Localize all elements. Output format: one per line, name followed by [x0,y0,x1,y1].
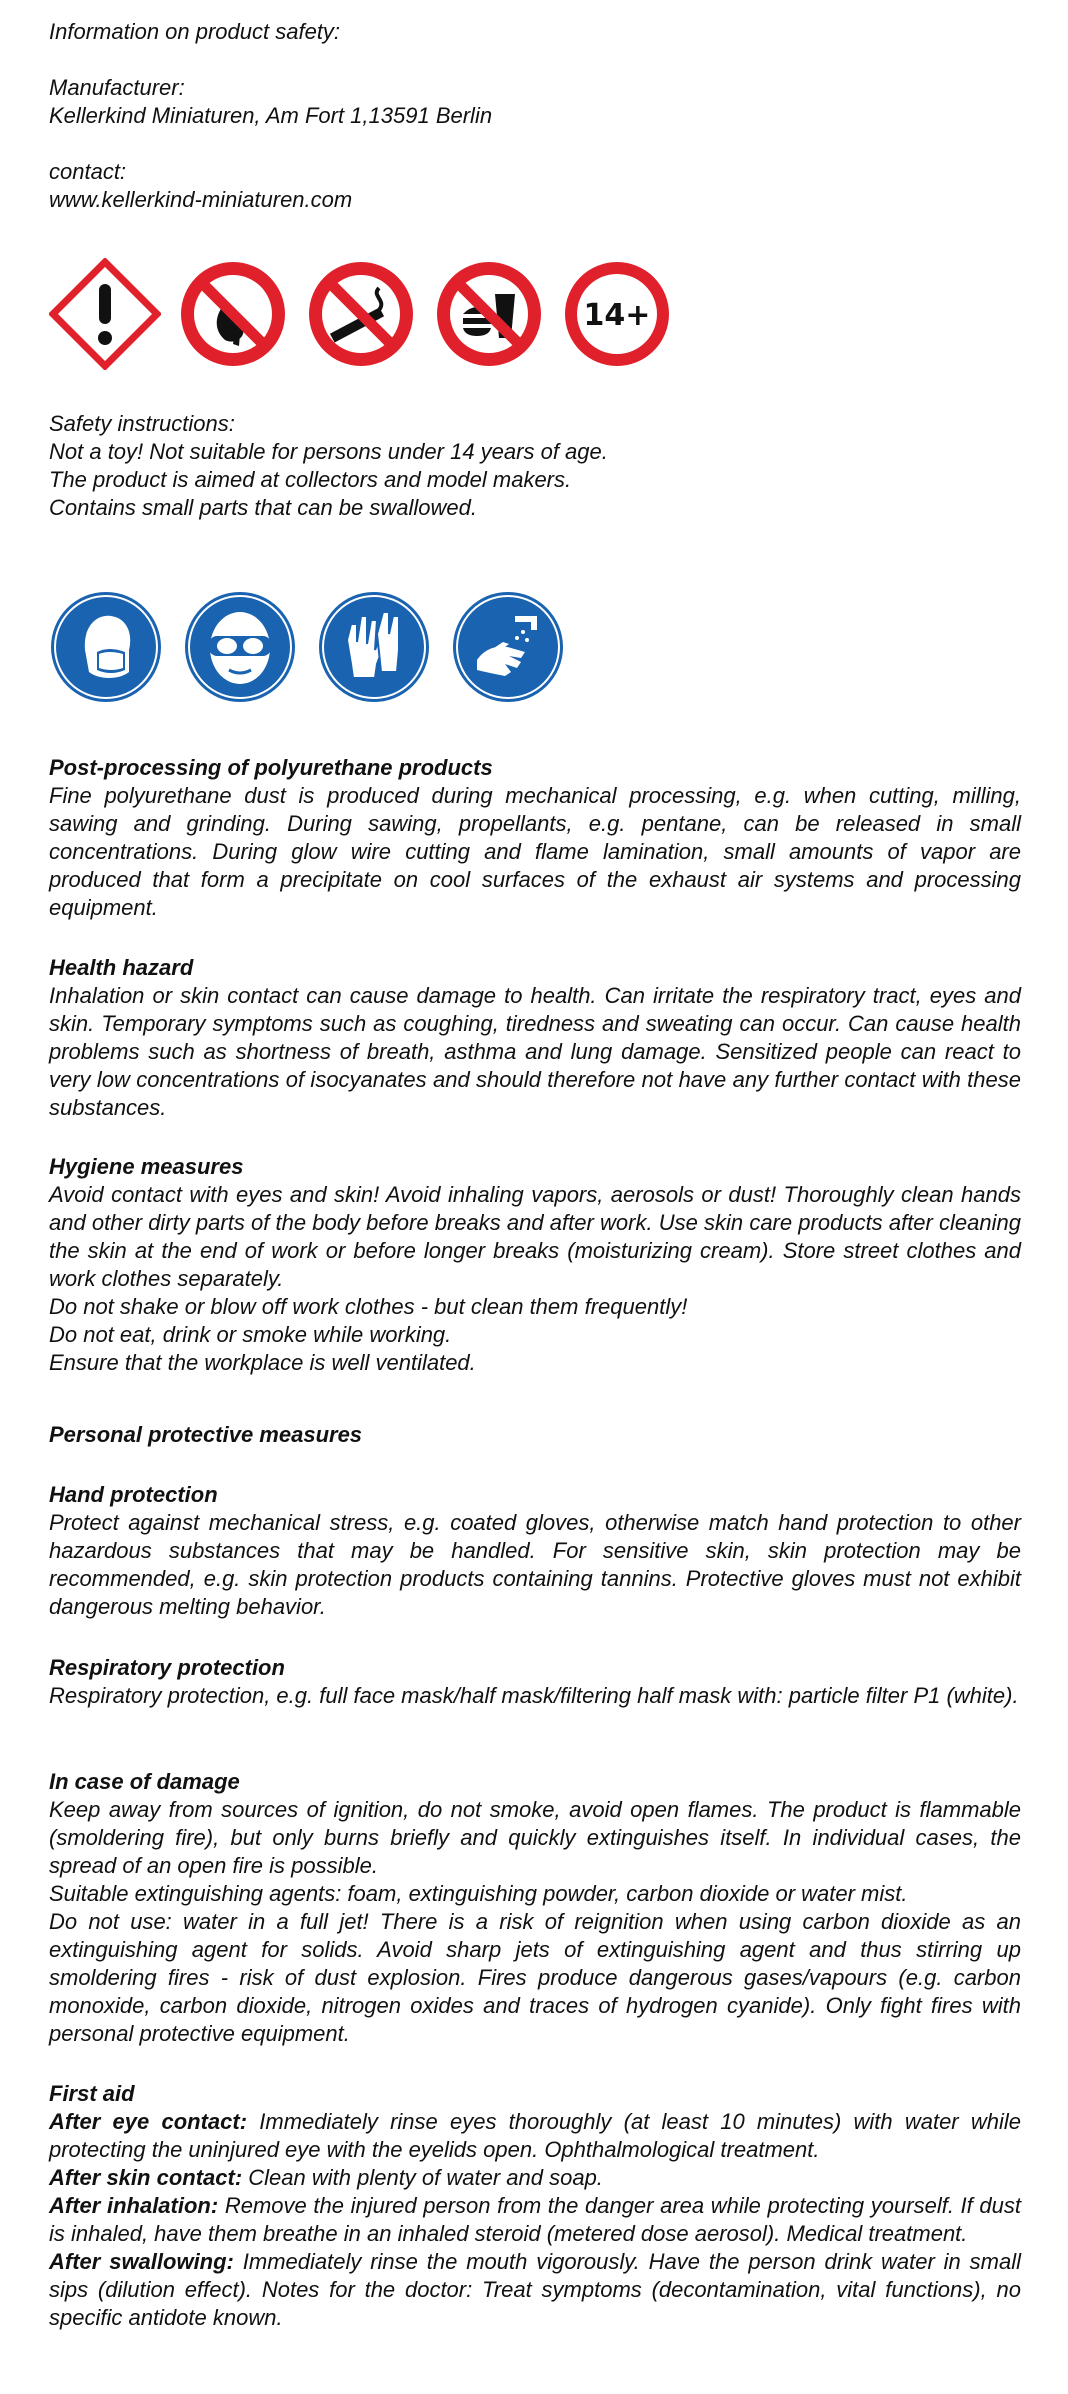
no-eating-drinking-icon [433,258,545,370]
contact-label: contact: [49,159,127,184]
hand-section [49,1481,1021,1621]
hygiene-line: Ensure that the workplace is well ventilated. [49,1350,476,1375]
firstaid-swallowing-text: Immediately rinse the mouth vigorously. Have the person drink water in small sips (dilution effect). Notes for the doctor: Treat symptoms (decontamination, vital functions), no specific antidote known. [49,2249,1022,2330]
age-label: 14+ [583,298,651,333]
hygiene-line: Do not eat, drink or smoke while working. [49,1322,452,1347]
hygiene-title: Hygiene measures [49,1154,244,1179]
firstaid-inhalation [49,2192,1021,2248]
safety-title: Safety instructions: [49,411,235,436]
safety-line: Not a toy! Not suitable for persons under 14 years of age. [49,439,608,464]
postprocessing-section [49,754,1021,922]
postprocessing-title: Post-processing of polyurethane products [49,755,493,780]
manufacturer-value: Kellerkind Miniaturen, Am Fort 1,13591 Berlin [49,103,493,128]
damage-text: Keep away from sources of ignition, do not smoke, avoid open flames. The product is flammable (smoldering fire), but only burns briefly and quickly extinguishes itself. In individual cases, the spread of an open fire is possible. [49,1797,1021,1878]
firstaid-eye-label: After eye contact: [49,2109,248,2134]
respiratory-text: Respiratory protection, e.g. full face mask/half mask/filtering half mask with: particle filter P1 (white). [49,1683,1019,1708]
damage-text: Suitable extinguishing agents: foam, extinguishing powder, carbon dioxide or water mist. [49,1881,908,1906]
safety-line: The product is aimed at collectors and model makers. [49,467,572,492]
health-text: Inhalation or skin contact can cause damage to health. Can irritate the respiratory tract, eyes and skin. Temporary symptoms such as coughing, tiredness and sweating can occur. Can cause health problems such as shortness of breath, asthma and lung damage. Sensitized people can react to very low concentrations of isocyanates and should therefore not have any further contact with these substances. [49,983,1021,1120]
hand-text: Protect against mechanical stress, e.g. coated gloves, otherwise match hand protection to other hazardous substances that may be handled. For sensitive skin, skin protection may be recommended, e.g. skin protection products containing tannins. Protective gloves must not exhibit dangerous melting behavior. [49,1510,1021,1619]
safety-block [49,410,608,522]
no-open-flame-icon [177,258,289,370]
hygiene-line: Do not shake or blow off work clothes - but clean them frequently! [49,1294,688,1319]
hand-title: Hand protection [49,1482,218,1507]
firstaid-eye [49,2108,1021,2164]
hygiene-text: Avoid contact with eyes and skin! Avoid inhaling vapors, aerosols or dust! Thoroughly clean hands and other dirty parts of the body before breaks and after work. Use skin care products after cleaning the skin at the end of work or before longer breaks (moisturizing cream). Store street clothes and work clothes separately. [49,1182,1021,1291]
intro-heading: Information on product safety: [49,19,341,44]
postprocessing-text: Fine polyurethane dust is produced during mechanical processing, e.g. when cutting, milling, sawing and grinding. During sawing, propellants, e.g. pentane, can be released in small concentrations. During glow wire cutting and flame lamination, small amounts of vapor are produced that form a precipitate on cool surfaces of the exhaust air systems and processing equipment. [49,783,1021,920]
firstaid-section [49,2080,1021,2332]
age-14-plus-icon [561,258,673,370]
firstaid-inhalation-text: Remove the injured person from the danger area while protecting yourself. If dust is inhaled, have them breathe in an inhaled steroid (metered dose aerosol). Medical treatment. [49,2193,1021,2246]
firstaid-swallowing [49,2248,1021,2332]
firstaid-eye-text: Immediately rinse eyes thoroughly (at least 10 minutes) with water while protecting the uninjured eye with the eyelids open. Ophthalmological treatment. [49,2109,1021,2162]
firstaid-title: First aid [49,2081,135,2106]
no-smoking-icon [305,258,417,370]
respiratory-title: Respiratory protection [49,1655,285,1680]
protective-gloves-icon [317,590,431,704]
hygiene-section [49,1153,1021,1377]
warning-icons-row [49,258,689,370]
firstaid-skin [49,2164,1021,2192]
intro-block [49,18,492,214]
ppe-icons-row [49,590,585,704]
firstaid-skin-label: After skin contact: [49,2165,243,2190]
firstaid-inhalation-label: After inhalation: [49,2193,219,2218]
damage-section [49,1768,1021,2048]
personal-title: Personal protective measures [49,1422,363,1447]
firstaid-skin-text: Clean with plenty of water and soap. [242,2165,603,2190]
firstaid-swallowing-label: After swallowing: [49,2249,234,2274]
manufacturer-label: Manufacturer: [49,75,185,100]
respirator-mask-icon [49,590,163,704]
safety-line: Contains small parts that can be swallowed. [49,495,477,520]
health-title: Health hazard [49,955,194,980]
personal-section [49,1421,1021,1449]
damage-title: In case of damage [49,1769,240,1794]
respiratory-section [49,1654,1021,1710]
wash-hands-icon [451,590,565,704]
contact-url[interactable]: www.kellerkind-miniaturen.com [49,187,353,212]
safety-goggles-icon [183,590,297,704]
warning-exclamation-icon [49,258,161,370]
damage-text: Do not use: water in a full jet! There is a risk of reignition when using carbon dioxide as an extinguishing agent for solids. Avoid sharp jets of extinguishing agent and thus stirring up smoldering fires - risk of dust explosion. Fires produce dangerous gases/vapours (e.g. carbon monoxide, carbon dioxide, nitrogen oxides and traces of hydrogen cyanide). Only fight fires with personal protective equipment. [49,1909,1021,2046]
health-section [49,954,1021,1122]
